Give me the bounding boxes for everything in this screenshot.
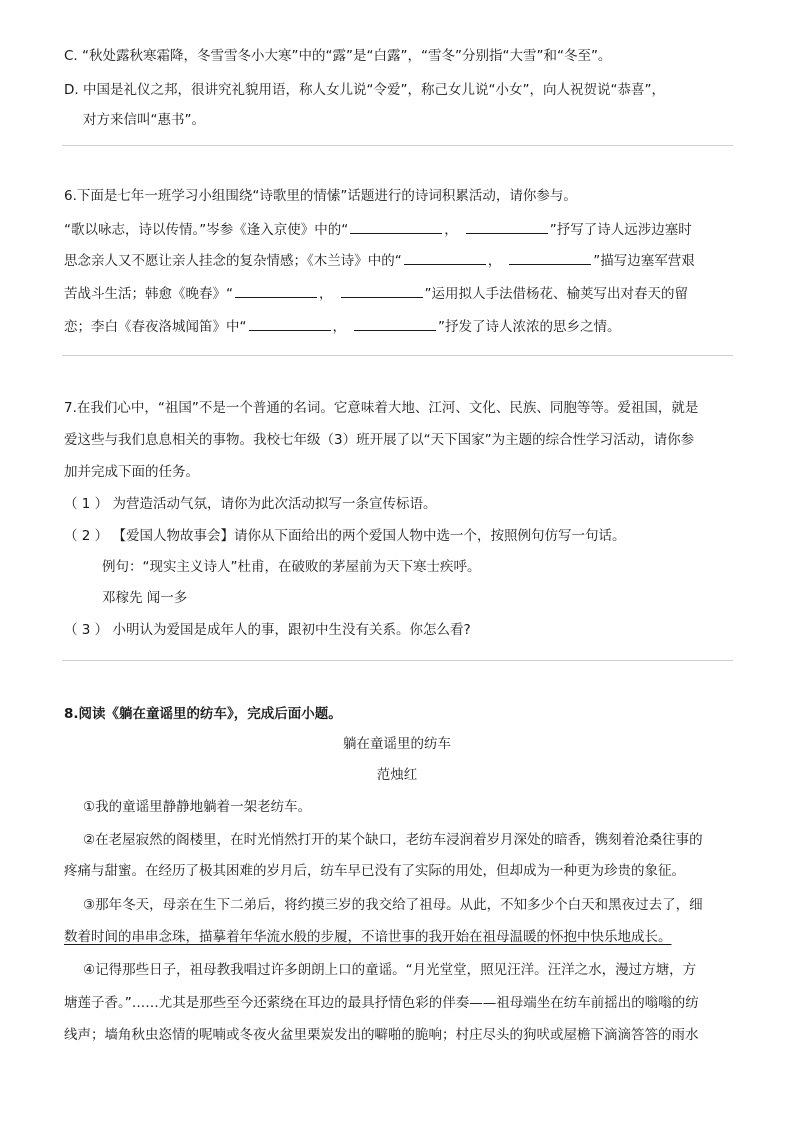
section-divider: [62, 355, 733, 356]
q6-line2: 思念亲人又不愿让亲人挂念的复杂情感；《木兰诗》中的“ ， ”描写边塞军营艰: [64, 250, 695, 271]
q7-line1: 7.在我们心中，“祖国”不是一个普通的名词。它意味着大地、江河、文化、民族、同胞等等。爱祖国，就是: [64, 400, 699, 416]
q6-line1: “歌以咏志，诗以传情。”岑参《逢入京使》中的“ ， ”抒写了诗人远涉边塞时: [64, 219, 692, 240]
q7-line3: 加并完成下面的任务。: [64, 464, 199, 480]
paragraph-3-line1: ③那年冬天，母亲在生下二弟后，将约摸三岁的我交给了祖母。从此，不知多少个白天和黑夜过去了，细: [83, 897, 703, 913]
paragraph-4-line3: 线声；墙角秋虫恣情的呢喃或冬夜火盆里栗炭发出的噼啪的脆响；村庄尽头的狗吠或屋檐下滴滴答答的雨水: [64, 1027, 699, 1043]
q7-task3: （ 3 ） 小明认为爱国是成年人的事，跟初中生没有关系。你怎么看?: [64, 622, 471, 638]
answer-blank[interactable]: [235, 283, 317, 298]
option-d-line2: 对方来信叫“惠书”。: [83, 112, 205, 128]
q8-title: 8.阅读《躺在童谣里的纺车》，完成后面小题。: [64, 706, 342, 722]
option-c: C. “秋处露秋寒霜降，冬雪雪冬小大寒”中的“露”是“白露”，“雪冬”分别指“大雪”和“冬至”。: [64, 48, 612, 64]
answer-blank[interactable]: [341, 283, 423, 298]
article-author: 范烛红: [376, 767, 418, 783]
paragraph-2-line2: 疼痛与甜蜜。在经历了极其困难的岁月后，纺车早已没有了实际的用处，但却成为一种更为珍贵的象征。: [64, 863, 685, 879]
answer-blank[interactable]: [404, 250, 486, 265]
q6-title: 6.下面是七年一班学习小组围绕“诗歌里的情愫”话题进行的诗词积累活动，请你参与。: [64, 188, 577, 204]
answer-blank[interactable]: [350, 219, 442, 234]
q7-task2: （ 2 ） 【爱国人物故事会】请你从下面给出的两个爱国人物中选一个，按照例句仿写一句话。: [64, 528, 626, 544]
q7-task1: （ 1 ） 为营造活动气氛，请你为此次活动拟写一条宣传标语。: [64, 496, 437, 512]
article-title: 躺在童谣里的纺车: [343, 736, 451, 752]
option-d-line1: D. 中国是礼仪之邦，很讲究礼貌用语，称人女儿说“令爱”，称己女儿说“小女”，向人祝贺说“恭喜”，: [64, 82, 665, 98]
answer-blank[interactable]: [509, 250, 591, 265]
paragraph-4-line1: ④记得那些日子，祖母教我唱过许多朗朗上口的童谣。“月光堂堂，照见汪洋。汪洋之水，漫过方塘，方: [83, 962, 697, 978]
answer-blank[interactable]: [249, 316, 331, 331]
answer-blank[interactable]: [354, 316, 436, 331]
section-divider: [62, 660, 733, 661]
paragraph-2-line1: ②在老屋寂然的阁楼里，在时光悄然打开的某个缺口，老纺车浸润着岁月深处的暗香，镌刻着沧桑往事的: [83, 832, 703, 848]
paragraph-1: ①我的童谣里静静地躺着一架老纺车。: [83, 799, 312, 815]
paragraph-3-line2-underlined: 数着时间的串串念珠，描摹着年华流水般的步履，不谙世事的我开始在祖母温暖的怀抱中快乐地成长。: [64, 929, 672, 945]
q7-names: 邓稼先 闻一多: [102, 590, 188, 606]
q7-line2: 爱这些与我们息息相关的事物。我校七年级（3）班开展了以“天下国家”为主题的综合性学习活动，请你参: [64, 432, 695, 448]
section-divider: [62, 145, 733, 146]
answer-blank[interactable]: [466, 219, 548, 234]
q6-line3: 苦战斗生活；韩愈《晚春》“ ， ”运用拟人手法借杨花、榆荚写出对春天的留: [64, 283, 688, 304]
q7-example: 例句：“现实主义诗人”杜甫，在破败的茅屋前为天下寒士疾呼。: [102, 559, 481, 575]
paragraph-4-line2: 塘莲子香。”……尤其是那些至今还萦绕在耳边的最具抒情色彩的伴奏——祖母端坐在纺车前摇出的嗡嗡的纺: [64, 995, 699, 1011]
q6-line4: 恋；李白《春夜洛城闻笛》中“ ， ”抒发了诗人浓浓的思乡之情。: [64, 316, 621, 337]
